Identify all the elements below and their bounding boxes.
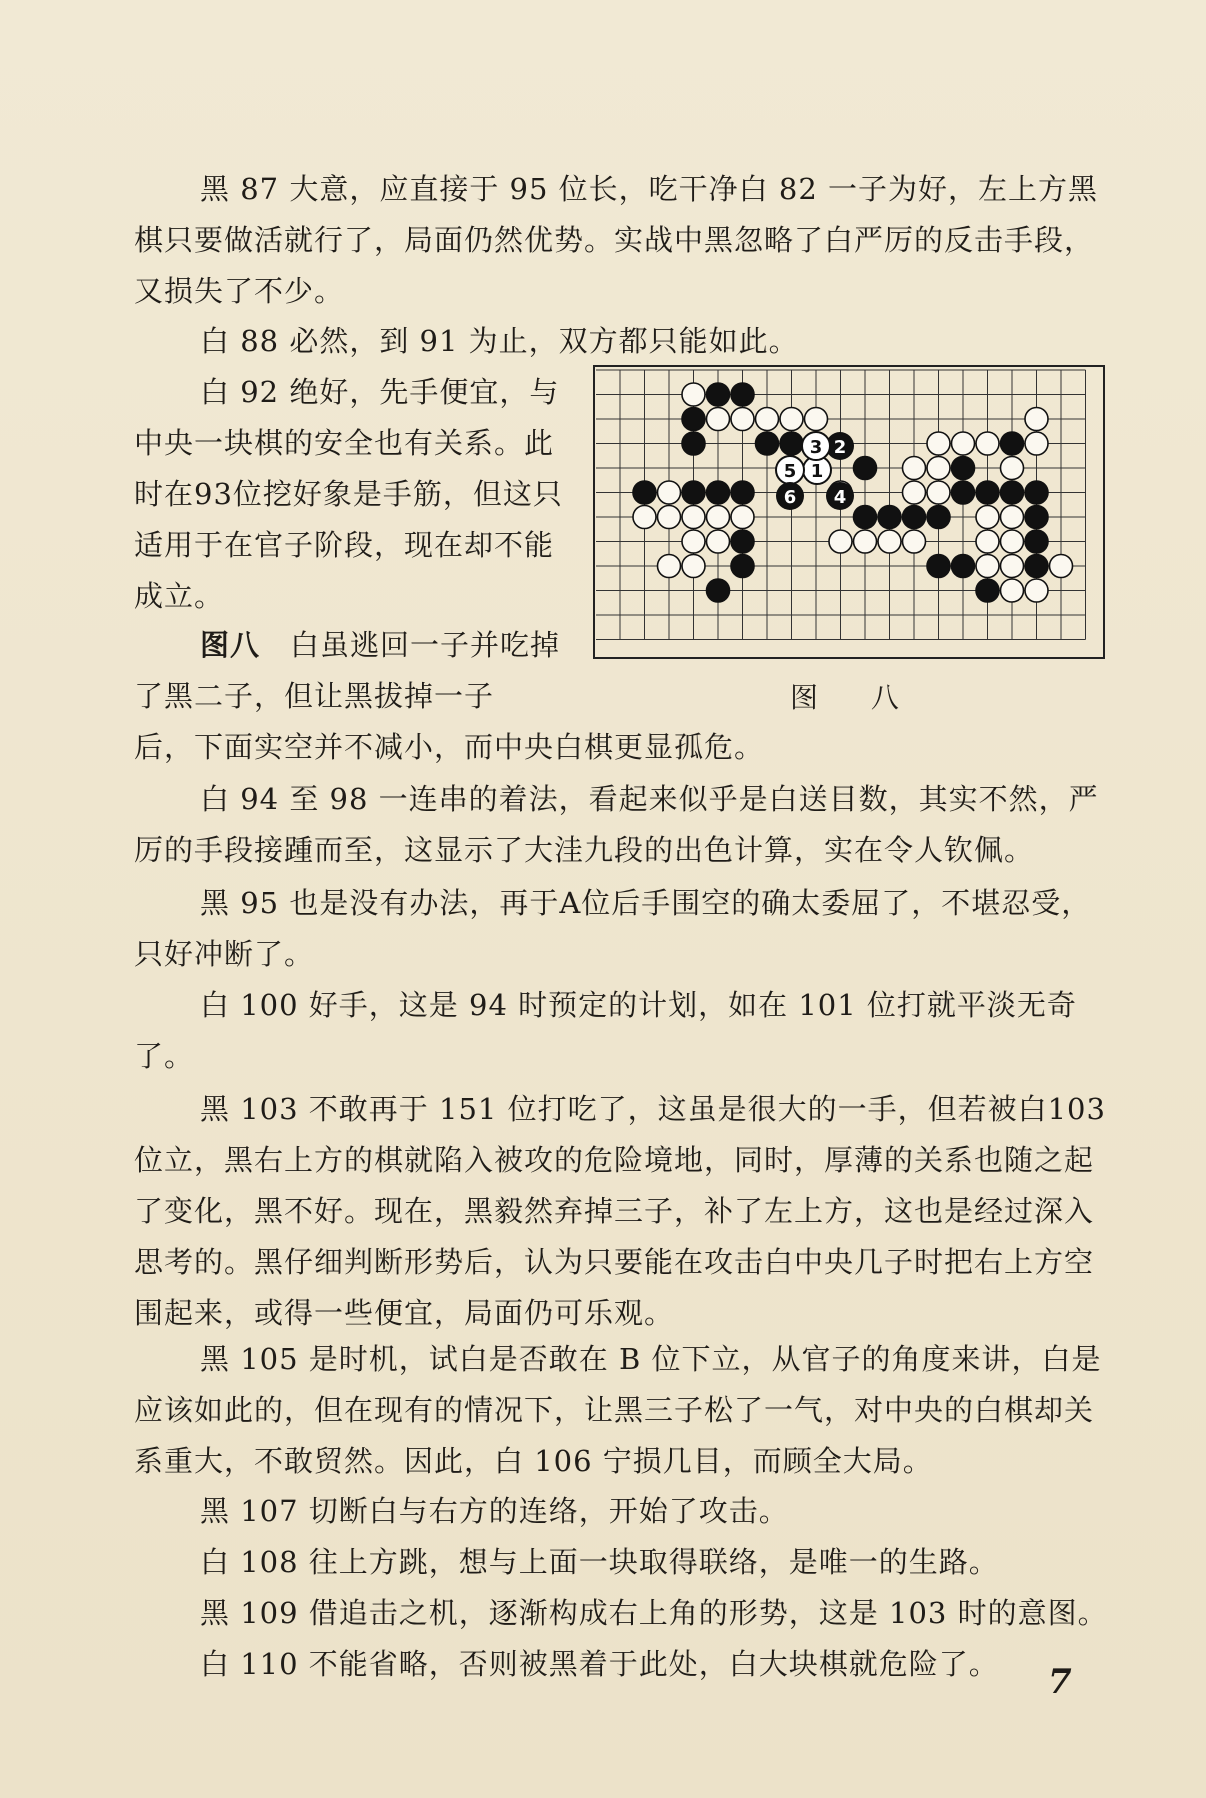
paragraph-11: 黑 107 切断白与右方的连络，开始了攻击。 (200, 1494, 789, 1528)
black-stone (976, 579, 999, 602)
black-stone (780, 432, 803, 455)
paragraph-9: 黑 103 不敢再于 151 位打吃了，这虽是很大的一手，但若被白103位立，黑右上方的棋就陷入被攻的危险境地，同时，厚薄的关系也随之起了变化，黑不好。现在，黑毅然弃掉三子，补了左上方，这也是经过深入思考的。黑仔细判断形势后，认为只要能在攻击白中央几子时把右上方空围起来，或得一些便宜，局面仍可乐观。 (134, 1092, 1106, 1330)
white-stone (854, 530, 877, 553)
black-stone (952, 457, 975, 480)
black-stone (731, 481, 754, 504)
white-stone (731, 506, 754, 529)
black-stone (1025, 506, 1048, 529)
white-stone (1001, 555, 1024, 578)
paragraph-7: 黑 95 也是没有办法，再于A位后手围空的确太委屈了，不堪忍受，只好冲断了。 (134, 886, 1092, 971)
figure-caption: 图 八 (790, 681, 921, 714)
black-stone (1001, 432, 1024, 455)
white-stone (1025, 408, 1048, 431)
black-stone (854, 506, 877, 529)
paragraph-12: 白 108 往上方跳，想与上面一块取得联络，是唯一的生路。 (200, 1545, 999, 1579)
black-stone (707, 579, 730, 602)
black-stone (682, 408, 705, 431)
white-stone (1025, 579, 1048, 602)
figure-lead: 图八 (200, 628, 261, 662)
white-stone (952, 432, 975, 455)
go-board-diagram (590, 362, 1116, 672)
white-stone (927, 457, 950, 480)
white-stone (658, 481, 681, 504)
move-2-label: 2 (833, 437, 847, 458)
black-stone (707, 481, 730, 504)
paragraph-3: 白 92 绝好，先手便宜，与中央一块棋的安全也有关系。此时在93位挖好象是手筋，但这只适用于在官子阶段，现在却不能成立。 (134, 375, 563, 613)
white-stone (658, 506, 681, 529)
white-stone (707, 530, 730, 553)
black-stone (682, 481, 705, 504)
white-stone (682, 530, 705, 553)
white-stone (682, 555, 705, 578)
black-stone (1025, 530, 1048, 553)
paragraph-4 (134, 620, 574, 722)
white-stone (903, 481, 926, 504)
white-stone (682, 506, 705, 529)
white-stone (633, 506, 656, 529)
white-stone (731, 408, 754, 431)
paragraph-5: 后，下面实空并不减小，而中央白棋更显孤危。 (134, 730, 765, 764)
paragraph-2: 白 88 必然，到 91 为止，双方都只能如此。 (200, 324, 799, 358)
page-number: 7 (1048, 1662, 1072, 1702)
white-stone (976, 555, 999, 578)
white-stone (805, 408, 828, 431)
white-stone (829, 530, 852, 553)
black-stone (878, 506, 901, 529)
white-stone (682, 383, 705, 406)
black-stone (707, 383, 730, 406)
white-stone (927, 481, 950, 504)
black-stone (952, 481, 975, 504)
white-stone (780, 408, 803, 431)
black-stone (903, 506, 926, 529)
white-stone (1025, 432, 1048, 455)
black-stone (633, 481, 656, 504)
white-stone (707, 506, 730, 529)
white-stone (1001, 457, 1024, 480)
black-stone (927, 555, 950, 578)
white-stone (658, 555, 681, 578)
white-stone (1050, 555, 1073, 578)
black-stone (1001, 481, 1024, 504)
black-stone (1025, 481, 1048, 504)
black-stone (952, 555, 975, 578)
white-stone (976, 506, 999, 529)
black-stone (731, 530, 754, 553)
white-stone (707, 408, 730, 431)
move-6-label: 6 (783, 487, 797, 508)
black-stone (731, 555, 754, 578)
move-1-label: 1 (810, 461, 824, 482)
black-stone (854, 457, 877, 480)
paragraph-8: 白 100 好手，这是 94 时预定的计划，如在 101 位打就平淡无奇了。 (134, 988, 1077, 1073)
black-stone (976, 481, 999, 504)
paragraph-4-text: 白虽逃回一子并吃掉了黑二子，但让黑拔掉一子 (134, 628, 561, 713)
white-stone (878, 530, 901, 553)
white-stone (1001, 530, 1024, 553)
white-stone (903, 457, 926, 480)
white-stone (927, 432, 950, 455)
paragraph-10: 黑 105 是时机，试白是否敢在 B 位下立，从官子的角度来讲，白是应该如此的，但在现有的情况下，让黑三子松了一气，对中央的白棋却关系重大，不敢贸然。因此，白 106 宁损几目，而顾全大局。 (134, 1342, 1102, 1478)
white-stone (756, 408, 779, 431)
paragraph-13: 黑 109 借追击之机，逐渐构成右上角的形势，这是 103 时的意图。 (200, 1596, 1108, 1630)
white-stone (976, 530, 999, 553)
white-stone (1001, 506, 1024, 529)
move-3-label: 3 (809, 437, 823, 458)
paragraph-14: 白 110 不能省略，否则被黑着于此处，白大块棋就危险了。 (200, 1647, 999, 1681)
white-stone (976, 432, 999, 455)
black-stone (756, 432, 779, 455)
move-5-label: 5 (783, 461, 797, 482)
white-stone (903, 530, 926, 553)
black-stone (731, 383, 754, 406)
move-4-label: 4 (833, 487, 847, 508)
black-stone (1025, 555, 1048, 578)
black-stone (682, 432, 705, 455)
white-stone (1001, 579, 1024, 602)
paragraph-1: 黑 87 大意，应直接于 95 位长，吃干净白 82 一子为好，左上方黑棋只要做活就行了，局面仍然优势。实战中黑忽略了白严厉的反击手段，又损失了不少。 (134, 172, 1099, 308)
paragraph-6: 白 94 至 98 一连串的着法，看起来似乎是白送目数，其实不然，严厉的手段接踵而至，这显示了大洼九段的出色计算，实在令人钦佩。 (134, 782, 1099, 867)
black-stone (927, 506, 950, 529)
